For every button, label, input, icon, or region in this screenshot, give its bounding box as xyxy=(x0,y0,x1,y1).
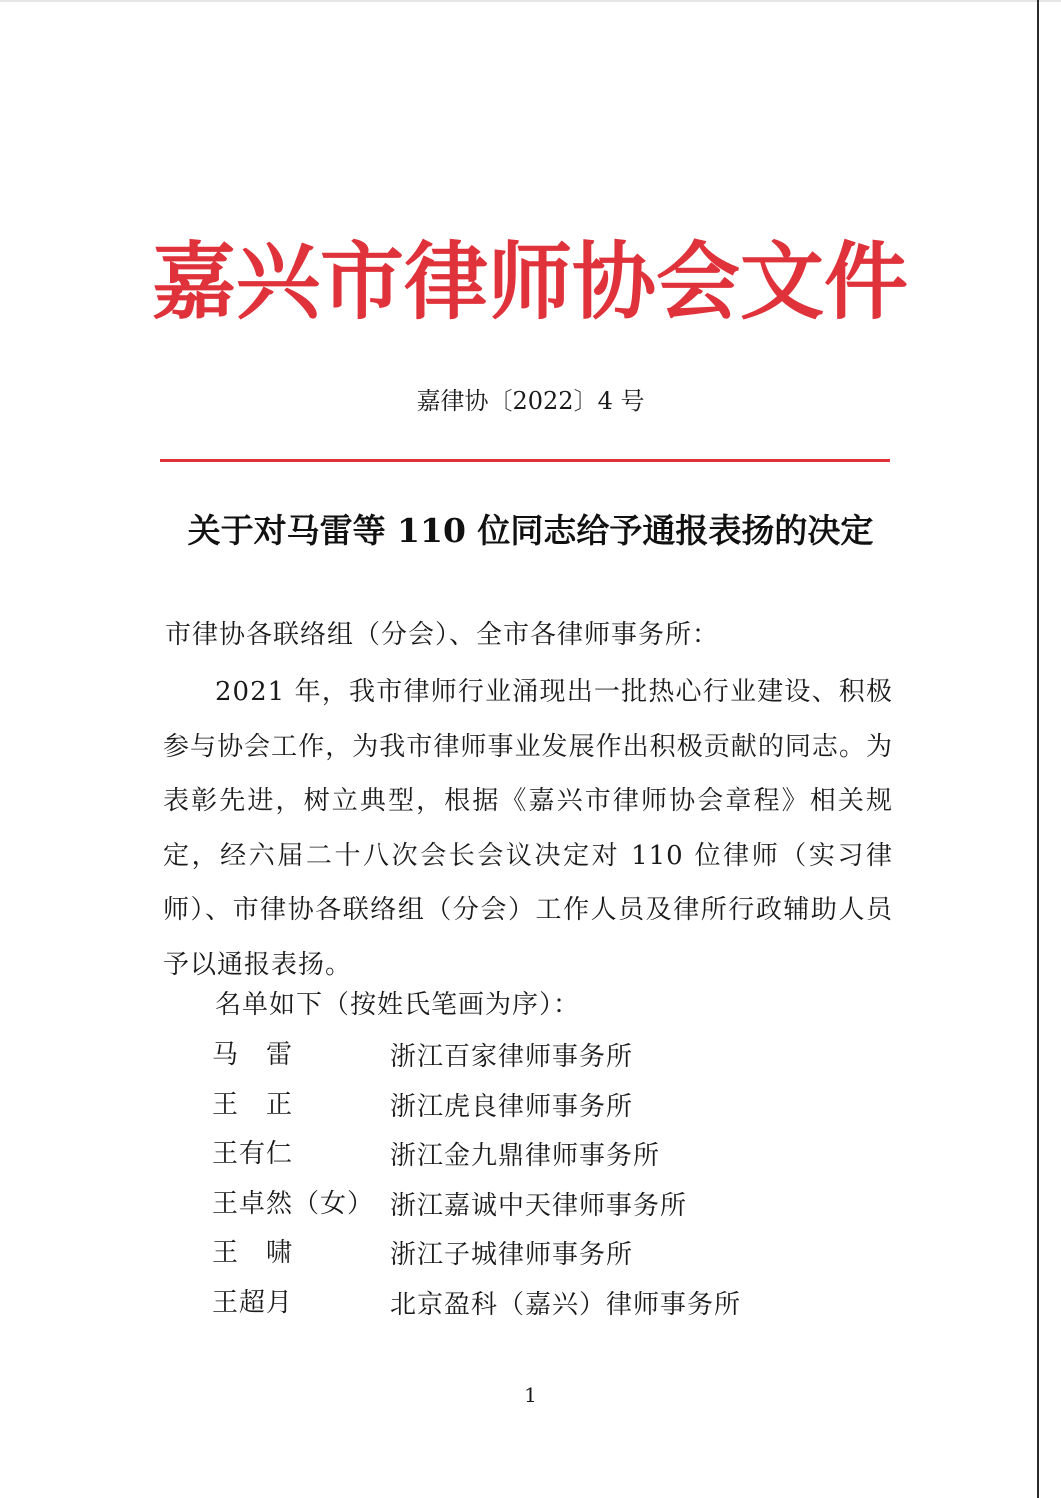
masthead-title: 嘉兴市律师协会文件 xyxy=(151,233,908,331)
page-number: 1 xyxy=(524,1383,537,1407)
red-divider-line xyxy=(160,459,890,462)
honoree-firm: 浙江金九鼎律师事务所 xyxy=(390,1141,661,1171)
salutation: 市律协各联络组（分会）、全市各律师事务所： xyxy=(165,620,720,650)
document-title: 关于对马雷等 110 位同志给予通报表扬的决定 xyxy=(187,511,874,550)
honoree-name: 王卓然（女） xyxy=(212,1188,375,1219)
honoree-name: 王 正 xyxy=(212,1089,294,1120)
honoree-name: 王 啸 xyxy=(212,1238,294,1268)
list-intro: 名单如下（按姓氏笔画为序）： xyxy=(215,990,581,1020)
page-right-edge xyxy=(1037,0,1039,1498)
honoree-row xyxy=(212,1033,832,1083)
honoree-list xyxy=(212,1033,832,1330)
honoree-row xyxy=(212,1231,832,1281)
body-paragraph: 2021 年，我市律师行业涌现出一批热心行业建设、积极参与协会工作，为我市律师事业发展作出积极贡献的同志。为表彰先进，树立典型，根据《嘉兴市律师协会章程》相关规定，经六届二十八次会长会议决定对 110 位律师（实习律师）、市律协各联络组（分会）工作人员及律所行政辅助人员予以通报表扬。 xyxy=(163,677,893,980)
honoree-row xyxy=(212,1281,832,1331)
honoree-firm: 浙江嘉诚中天律师事务所 xyxy=(390,1190,688,1221)
honoree-row xyxy=(212,1083,832,1133)
honoree-firm: 浙江子城律师事务所 xyxy=(390,1240,634,1270)
honoree-name: 马 雷 xyxy=(212,1040,294,1070)
honoree-name: 王有仁 xyxy=(212,1139,294,1169)
page-top-edge xyxy=(0,0,1061,2)
honoree-row xyxy=(212,1182,832,1232)
honoree-name: 王超月 xyxy=(212,1287,294,1318)
honoree-row xyxy=(212,1132,832,1182)
honoree-firm: 浙江百家律师事务所 xyxy=(390,1042,634,1072)
honoree-firm: 北京盈科（嘉兴）律师事务所 xyxy=(390,1289,742,1320)
document-number: 嘉律协〔2022〕4 号 xyxy=(416,387,645,415)
honoree-firm: 浙江虎良律师事务所 xyxy=(390,1091,634,1122)
